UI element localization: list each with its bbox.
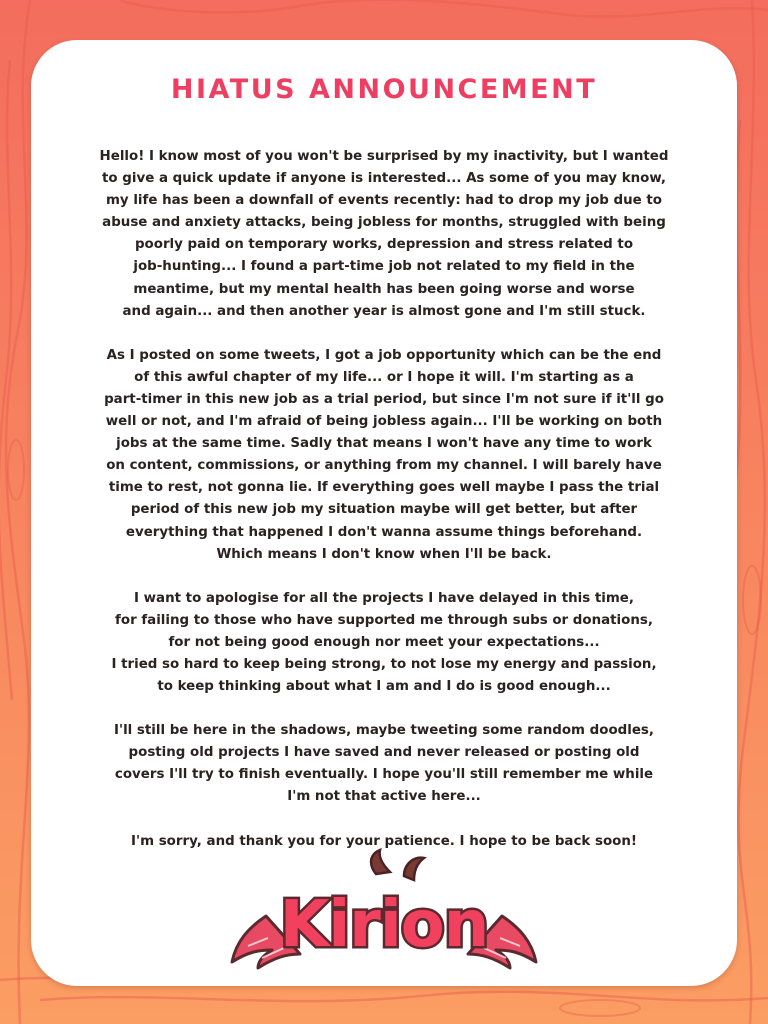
text-line: job-hunting... I found a part-time job not related to my field in the — [133, 259, 635, 275]
text-line: to give a quick update if anyone is interested... As some of you may know, — [102, 171, 666, 187]
paragraph — [60, 720, 708, 808]
text-line: of this awful chapter of my life... or I hope it will. I'm starting as a — [134, 369, 634, 385]
text-line: jobs at the same time. Sadly that means I won't have any time to work — [116, 436, 652, 452]
paragraph — [60, 345, 708, 566]
text-line: Hello! I know most of you won't be surprised by my inactivity, but I wanted — [99, 149, 669, 164]
text-line: poorly paid on temporary works, depression and stress related to — [134, 237, 634, 253]
text-line: posting old projects I have saved and never released or posting old — [128, 745, 640, 761]
paragraph — [60, 146, 708, 323]
text-line: meantime, but my mental health has been going worse and worse — [133, 281, 635, 297]
page-title: HIATUS ANNOUNCEMENT — [170, 74, 598, 105]
text-line: I tried so hard to keep being strong, to not lose my energy and passion, — [111, 656, 657, 672]
text-line: period of this new job my situation maybe will get better, but after — [130, 502, 638, 518]
text-line: part-timer in this new job as a trial period, but since I'm not sure if it'll go — [104, 391, 664, 407]
text-line: I'm sorry, and thank you for your patience. I hope to be back soon! — [131, 833, 637, 849]
announcement-body — [60, 146, 708, 875]
text-line: time to rest, not gonna lie. If everything goes well maybe I pass the trial — [108, 480, 660, 496]
paragraph — [60, 588, 708, 698]
text-line: Which means I don't know when I'll be back. — [216, 546, 552, 562]
text-line: and again... and then another year is almost gone and I'm still stuck. — [122, 303, 646, 319]
kirion-logo-graphic — [228, 846, 540, 970]
text-line: my life has been a downfall of events recently: had to drop my job due to — [105, 193, 662, 209]
horn-icon — [371, 850, 424, 880]
text-line: on content, commissions, or anything from my channel. I will barely have — [106, 458, 662, 474]
text-line: to keep thinking about what I am and I do is good enough... — [157, 679, 611, 695]
text-line: I want to apologise for all the projects I have delayed in this time, — [134, 590, 634, 606]
text-line: for not being good enough nor meet your expectations... — [168, 634, 600, 650]
text-line: for failing to those who have supported me through subs or donations, — [115, 612, 653, 628]
text-line: I'm not that active here... — [287, 789, 481, 805]
logo-text: Kirion — [279, 888, 489, 962]
text-line: well or not, and I'm afraid of being jobless again... I'll be working on both — [105, 414, 663, 430]
text-line: As I posted on some tweets, I got a job opportunity which can be the end — [106, 347, 662, 363]
text-line: covers I'll try to finish eventually. I hope you'll still remember me while — [114, 767, 654, 783]
text-line: I'll still be here in the shadows, maybe tweeting some random doodles, — [114, 723, 654, 739]
kirion-logo — [228, 846, 540, 970]
text-line: everything that happened I don't wanna assume things beforehand. — [125, 524, 643, 540]
text-line: abuse and anxiety attacks, being jobless for months, struggled with being — [102, 215, 666, 231]
